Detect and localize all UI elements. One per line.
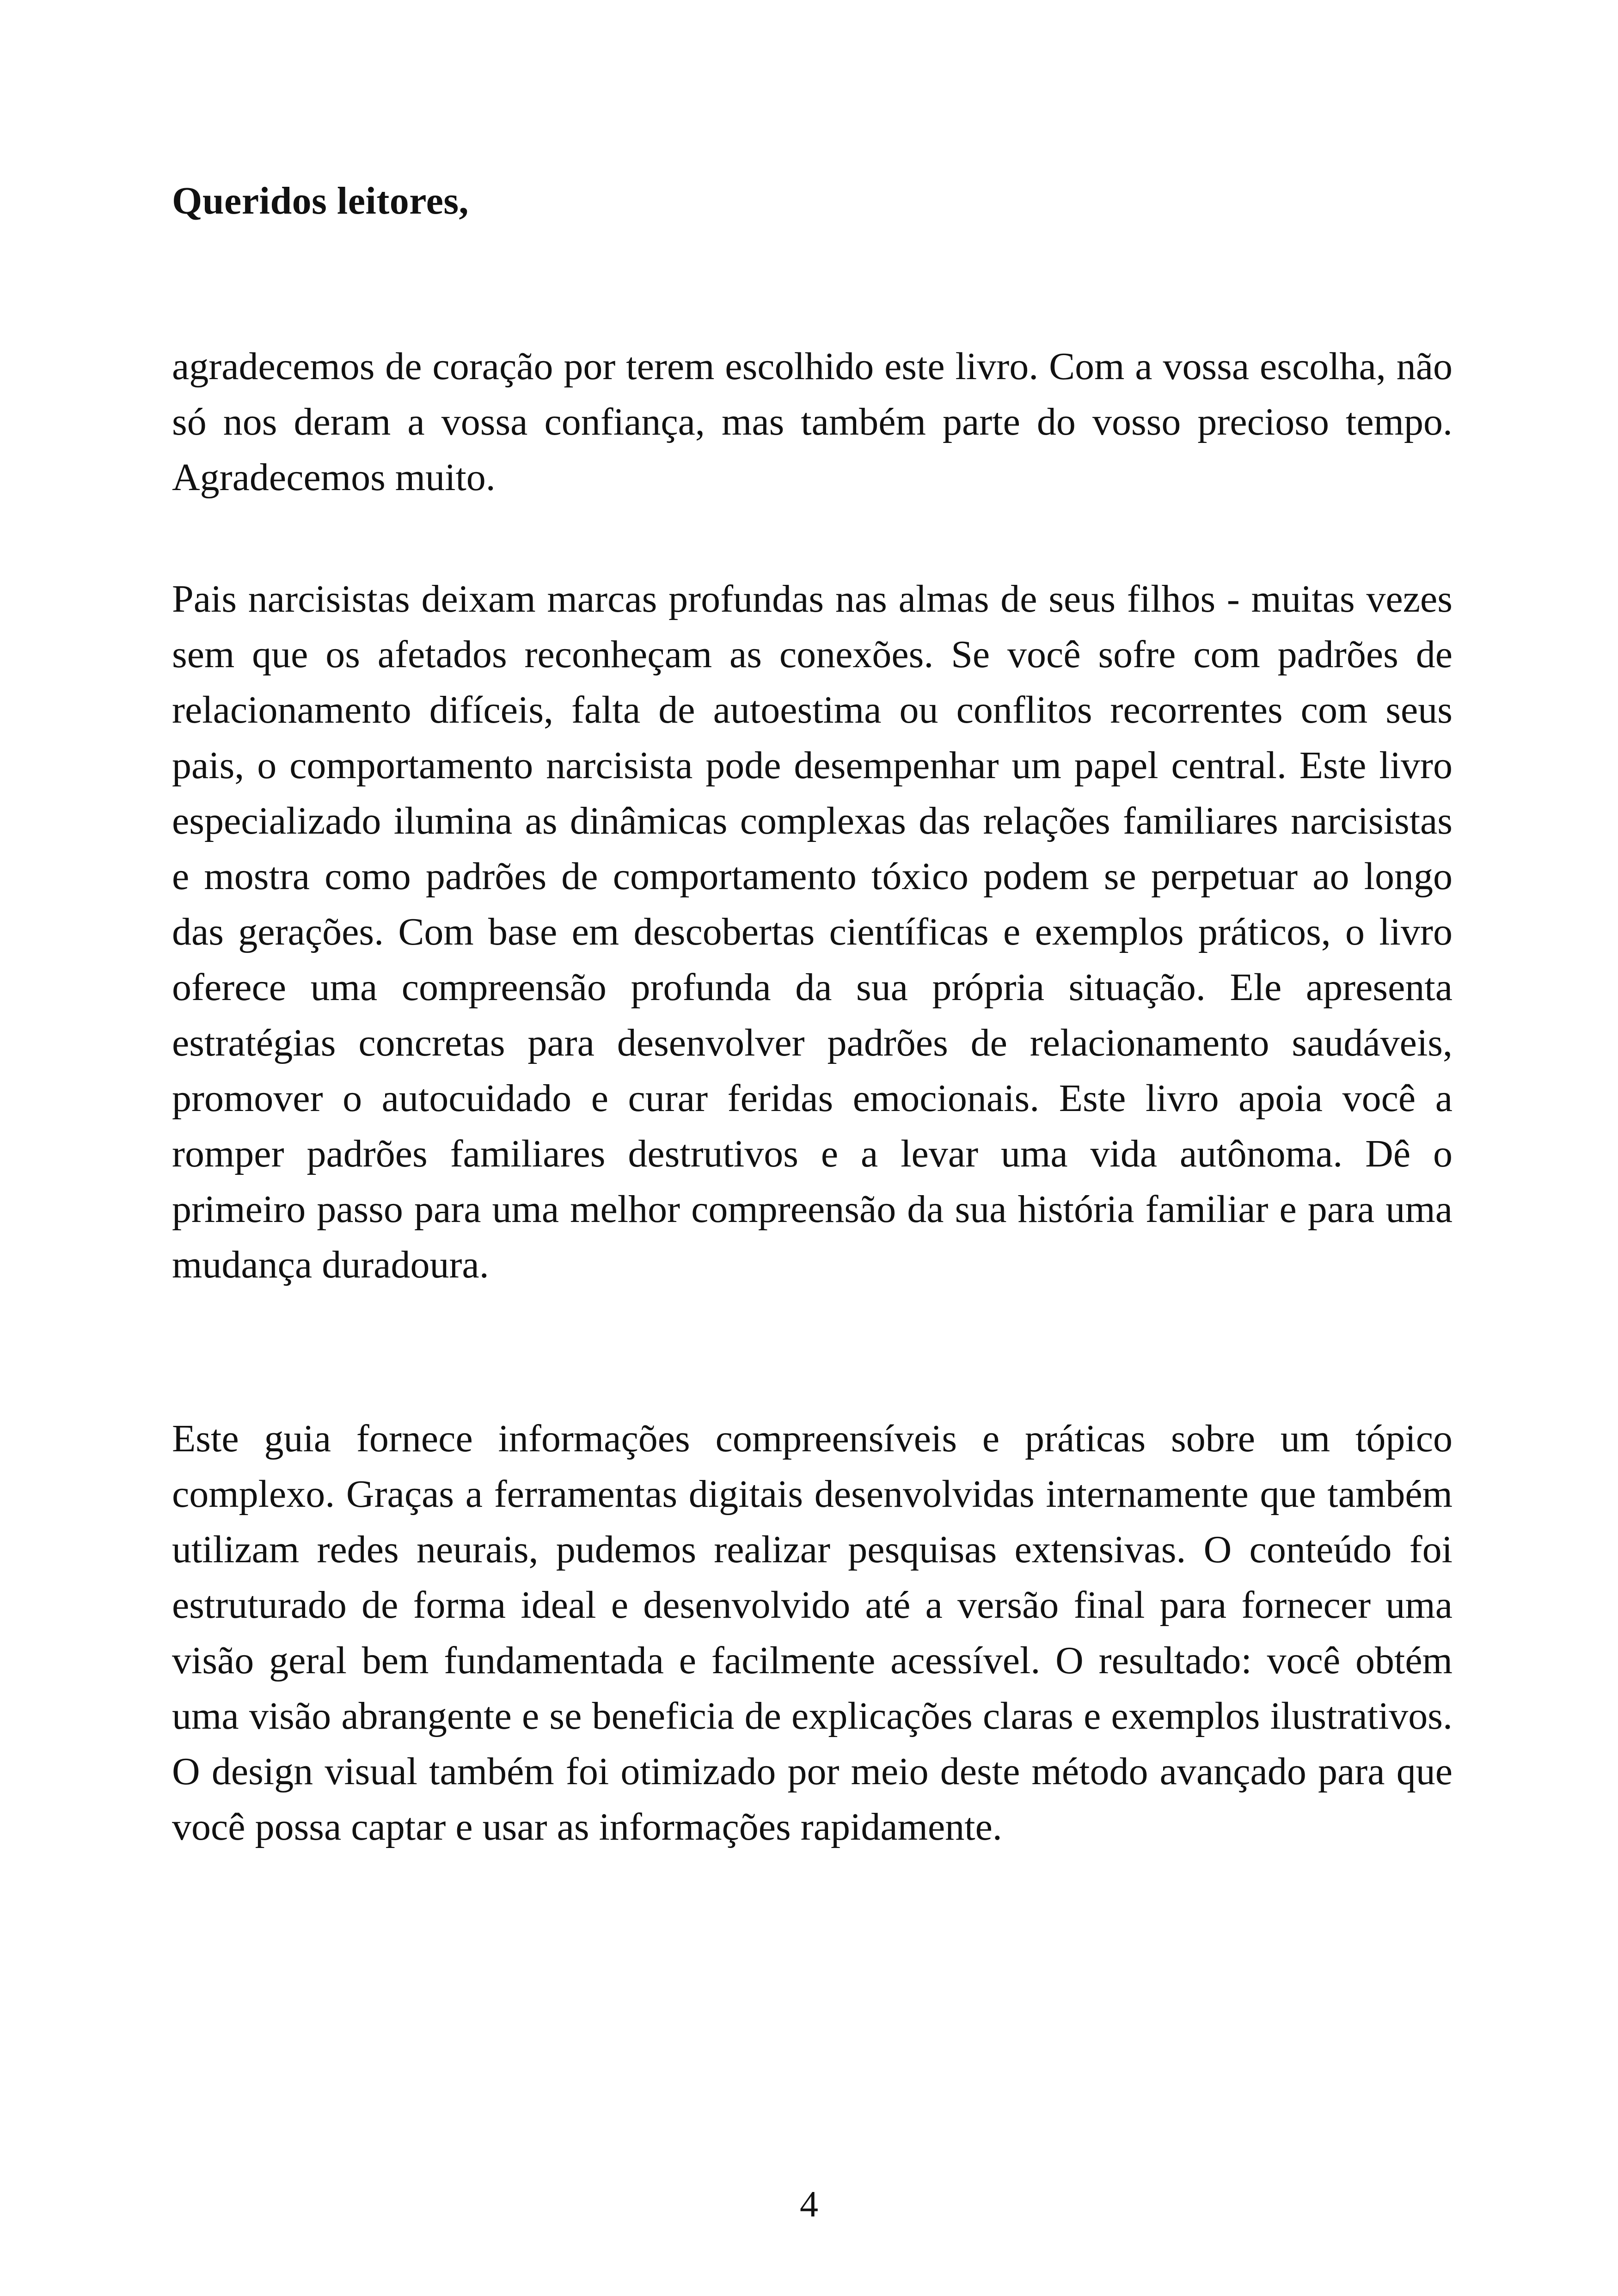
page-heading: Queridos leitores, [172, 179, 469, 222]
page-number: 4 [800, 2184, 818, 2225]
paragraph-thanks: agradecemos de coração por terem escolhido este livro. Com a vossa escolha, não só nos deram a vossa confiança, mas também parte do vosso precioso tempo. Agradecemos muito. [172, 345, 1453, 499]
paragraph-guide-method: Este guia fornece informações compreensíveis e práticas sobre um tópico complexo. Graças a ferramentas digitais desenvolvidas internamente que também utilizam redes neurais, pudemos realizar pesquisas extensivas. O conteúdo foi estruturado de forma ideal e desenvolvido até a versão final para fornecer uma visão geral bem fundamentada e facilmente acessível. O resultado: você obtém uma visão abrangente e se beneficia de explicações claras e exemplos ilustrativos. O design visual também foi otimizado por meio deste método avançado para que você possa captar e usar as informações rapidamente. [172, 1417, 1453, 1848]
paragraph-book-description: Pais narcisistas deixam marcas profundas nas almas de seus filhos - muitas vezes sem que os afetados reconheçam as conexões. Se você sofre com padrões de relacionamento difíceis, falta de autoestima ou conflitos recorrentes com seus pais, o comportamento narcisista pode desempenhar um papel central. Este livro especializado ilumina as dinâmicas complexas das relações familiares narcisistas e mostra como padrões de comportamento tóxico podem se perpetuar ao longo das gerações. Com base em descobertas científicas e exemplos práticos, o livro oferece uma compreensão profunda da sua própria situação. Ele apresenta estratégias concretas para desenvolver padrões de relacionamento saudáveis, promover o autocuidado e curar feridas emocionais. Este livro apoia você a romper padrões familiares destrutivos e a levar uma vida autônoma. Dê o primeiro passo para uma melhor compreensão da sua história familiar e para uma mudança duradoura. [172, 577, 1453, 1286]
